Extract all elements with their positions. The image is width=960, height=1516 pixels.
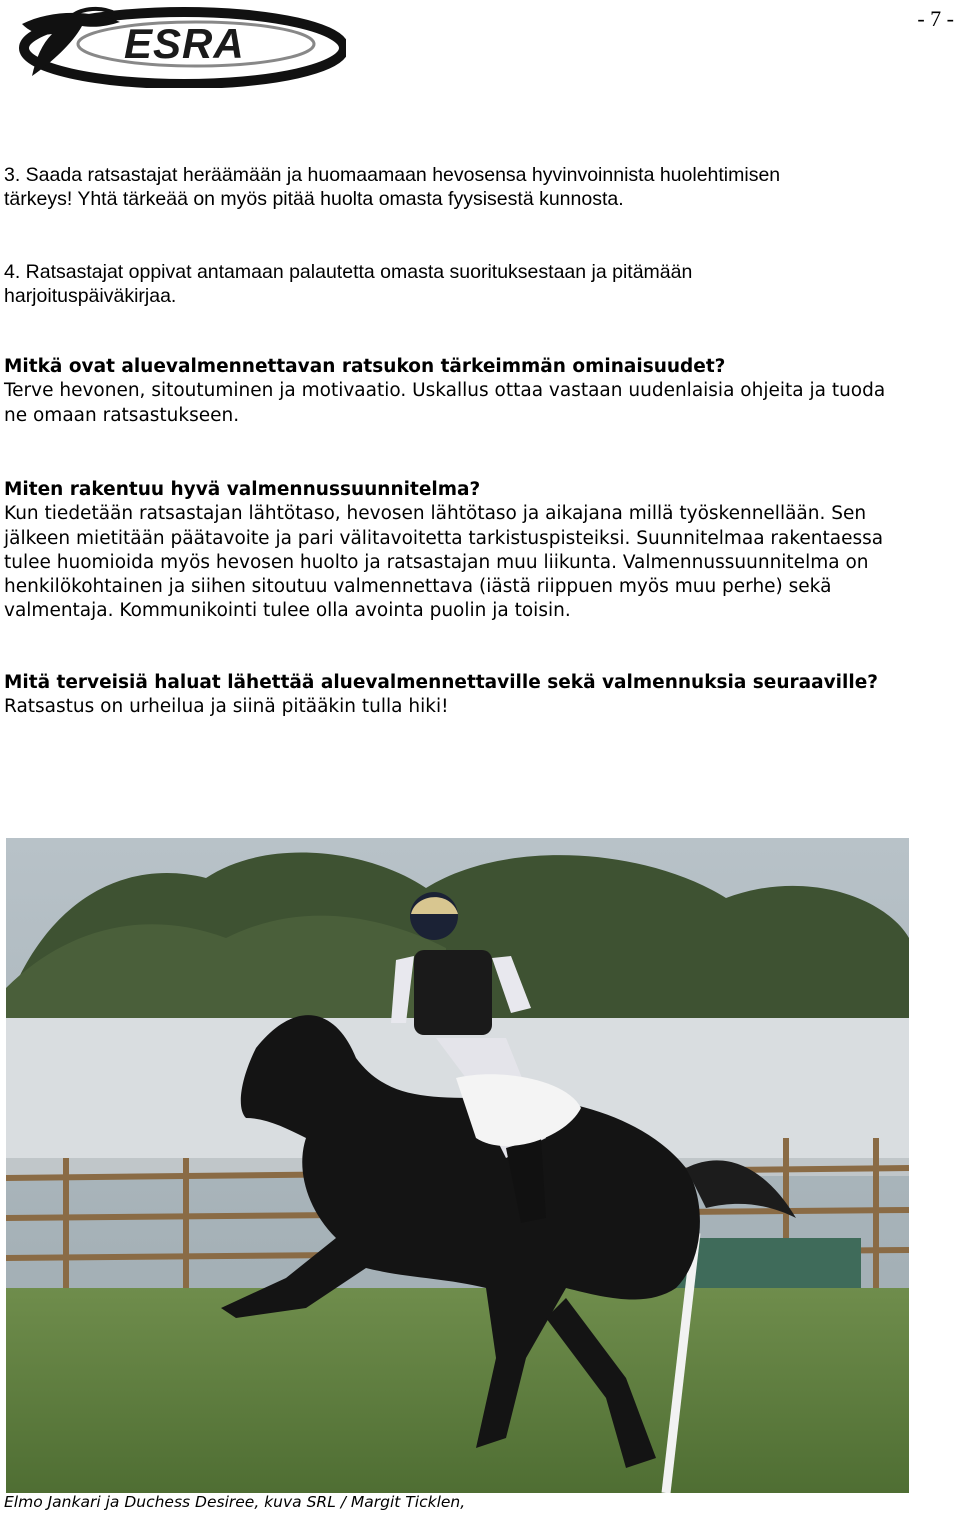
photo-illustration <box>6 838 909 1493</box>
logo-text: ESRA <box>124 20 245 67</box>
paragraph-4 <box>4 260 956 309</box>
paragraph-3 <box>4 163 956 212</box>
answer-line: jälkeen mietitään päätavoite ja pari välitavoitetta tarkistuspisteiksi. Suunnitelmaa rakentaessa <box>4 527 884 549</box>
paragraph-line: 4. Ratsastajat oppivat antamaan palautetta omasta suorituksestaan ja pitämään <box>4 261 693 283</box>
question-heading: Miten rakentuu hyvä valmennussuunnitelma? <box>4 479 481 500</box>
qa-section-2 <box>4 478 956 624</box>
page-number: - 7 - <box>917 6 954 31</box>
qa-section-3 <box>4 671 956 720</box>
answer-line: ne omaan ratsastukseen. <box>4 404 240 426</box>
paragraph-line: 3. Saada ratsastajat heräämään ja huomaamaan hevosensa hyvinvoinnista huolehtimisen <box>4 164 781 186</box>
answer-line: henkilökohtainen ja siihen sitoutuu valmennettava (iästä riippuen myös muu perhe) sekä <box>4 576 832 598</box>
answer-line: Kun tiedetään ratsastajan lähtötaso, hevosen lähtötaso ja aikajana millä työskennellään. Sen <box>4 503 867 525</box>
question-heading: Mitkä ovat aluevalmennettavan ratsukon tärkeimmän ominaisuudet? <box>4 356 726 377</box>
photo-caption: Elmo Jankari ja Duchess Desiree, kuva SRL / Margit Ticklen, <box>4 1493 466 1511</box>
qa-section-1 <box>4 355 956 428</box>
answer-line: tulee huomioida myös hevosen huolto ja ratsastajan muu liikunta. Valmennussuunnitelma on <box>4 551 869 573</box>
esra-logo <box>6 2 340 86</box>
question-heading: Mitä terveisiä haluat lähettää aluevalmennettaville sekä valmennuksia seuraaville? <box>4 672 878 693</box>
answer-line: valmentaja. Kommunikointi tulee olla avointa puolin ja toisin. <box>4 600 571 622</box>
answer-line: Terve hevonen, sitoutuminen ja motivaatio. Uskallus ottaa vastaan uudenlaisia ohjeita ja tuoda <box>4 380 886 402</box>
paragraph-line: harjoituspäiväkirjaa. <box>4 285 177 308</box>
paragraph-line: tärkeys! Yhtä tärkeää on myös pitää huolta omasta fyysisestä kunnosta. <box>4 188 624 211</box>
answer-line: Ratsastus on urheilua ja siinä pitääkin tulla hiki! <box>4 696 449 718</box>
horse-rider-photo <box>6 838 909 1493</box>
